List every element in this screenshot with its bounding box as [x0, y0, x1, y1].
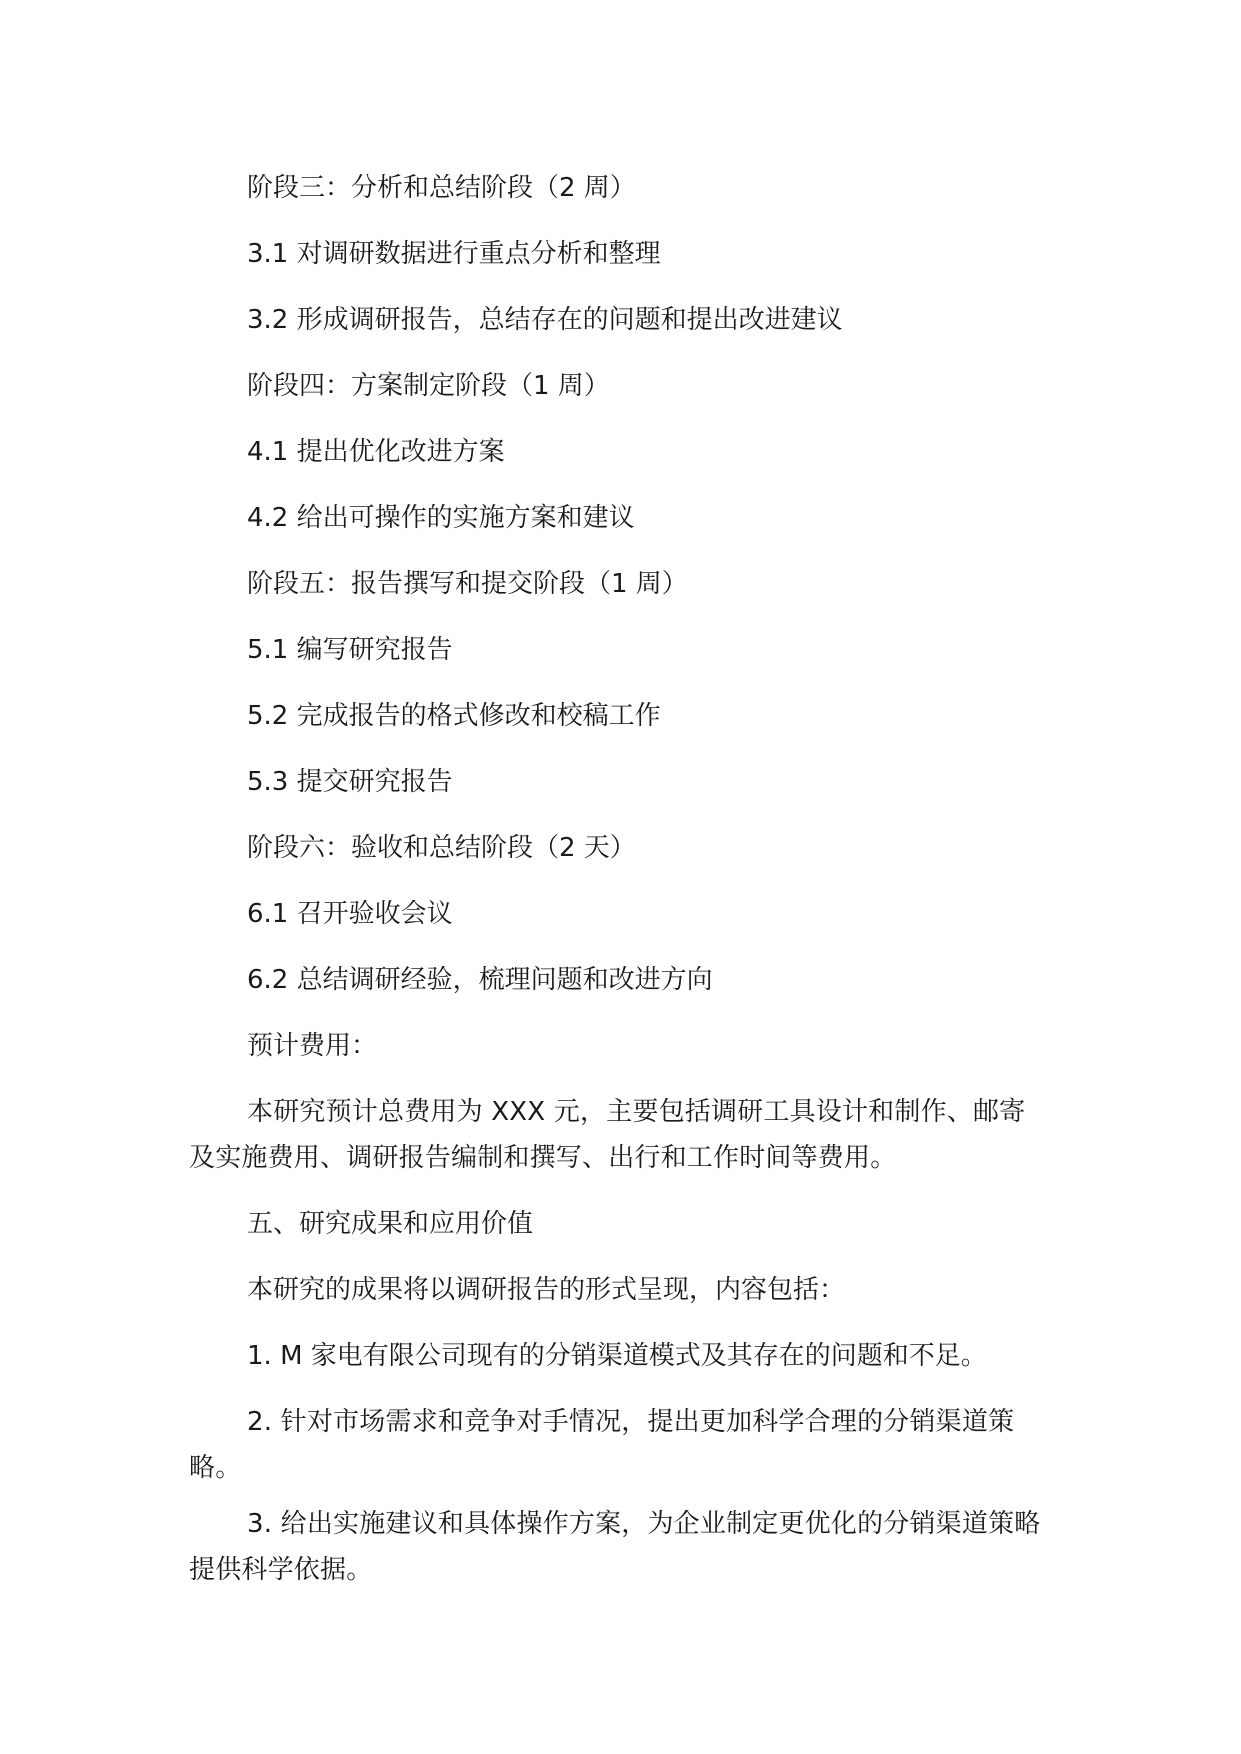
document-body [189, 155, 1049, 1603]
phase-5-heading: 阶段五：报告撰写和提交阶段（1 周） [247, 569, 688, 599]
result-item-2: 2. 针对市场需求和竞争对手情况，提出更加科学合理的分销渠道策略。 [189, 1407, 1015, 1483]
section-heading: 五、研究成果和应用价值 [247, 1209, 534, 1239]
item-3-2: 3.2 形成调研报告，总结存在的问题和提出改进建议 [247, 305, 843, 335]
result-item-3: 3. 给出实施建议和具体操作方案，为企业制定更优化的分销渠道策略提供科学依据。 [189, 1509, 1041, 1585]
item-6-2: 6.2 总结调研经验，梳理问题和改进方向 [247, 965, 713, 995]
cost-paragraph: 本研究预计总费用为 XXX 元，主要包括调研工具设计和制作、邮寄及实施费用、调研报告编制和撰写、出行和工作时间等费用。 [189, 1097, 1026, 1173]
result-item-1: 1. M 家电有限公司现有的分销渠道模式及其存在的问题和不足。 [247, 1341, 987, 1371]
item-5-3: 5.3 提交研究报告 [247, 767, 453, 797]
phase-4-heading: 阶段四：方案制定阶段（1 周） [247, 371, 610, 401]
phase-3-heading: 阶段三：分析和总结阶段（2 周） [247, 173, 636, 203]
item-5-1: 5.1 编写研究报告 [247, 635, 453, 665]
item-6-1: 6.1 召开验收会议 [247, 899, 453, 929]
item-4-1: 4.1 提出优化改进方案 [247, 437, 505, 467]
item-5-2: 5.2 完成报告的格式修改和校稿工作 [247, 701, 661, 731]
phase-6-heading: 阶段六：验收和总结阶段（2 天） [247, 833, 636, 863]
item-4-2: 4.2 给出可操作的实施方案和建议 [247, 503, 635, 533]
cost-heading: 预计费用： [247, 1031, 378, 1061]
item-3-1: 3.1 对调研数据进行重点分析和整理 [247, 239, 661, 269]
results-intro: 本研究的成果将以调研报告的形式呈现，内容包括： [247, 1275, 846, 1305]
